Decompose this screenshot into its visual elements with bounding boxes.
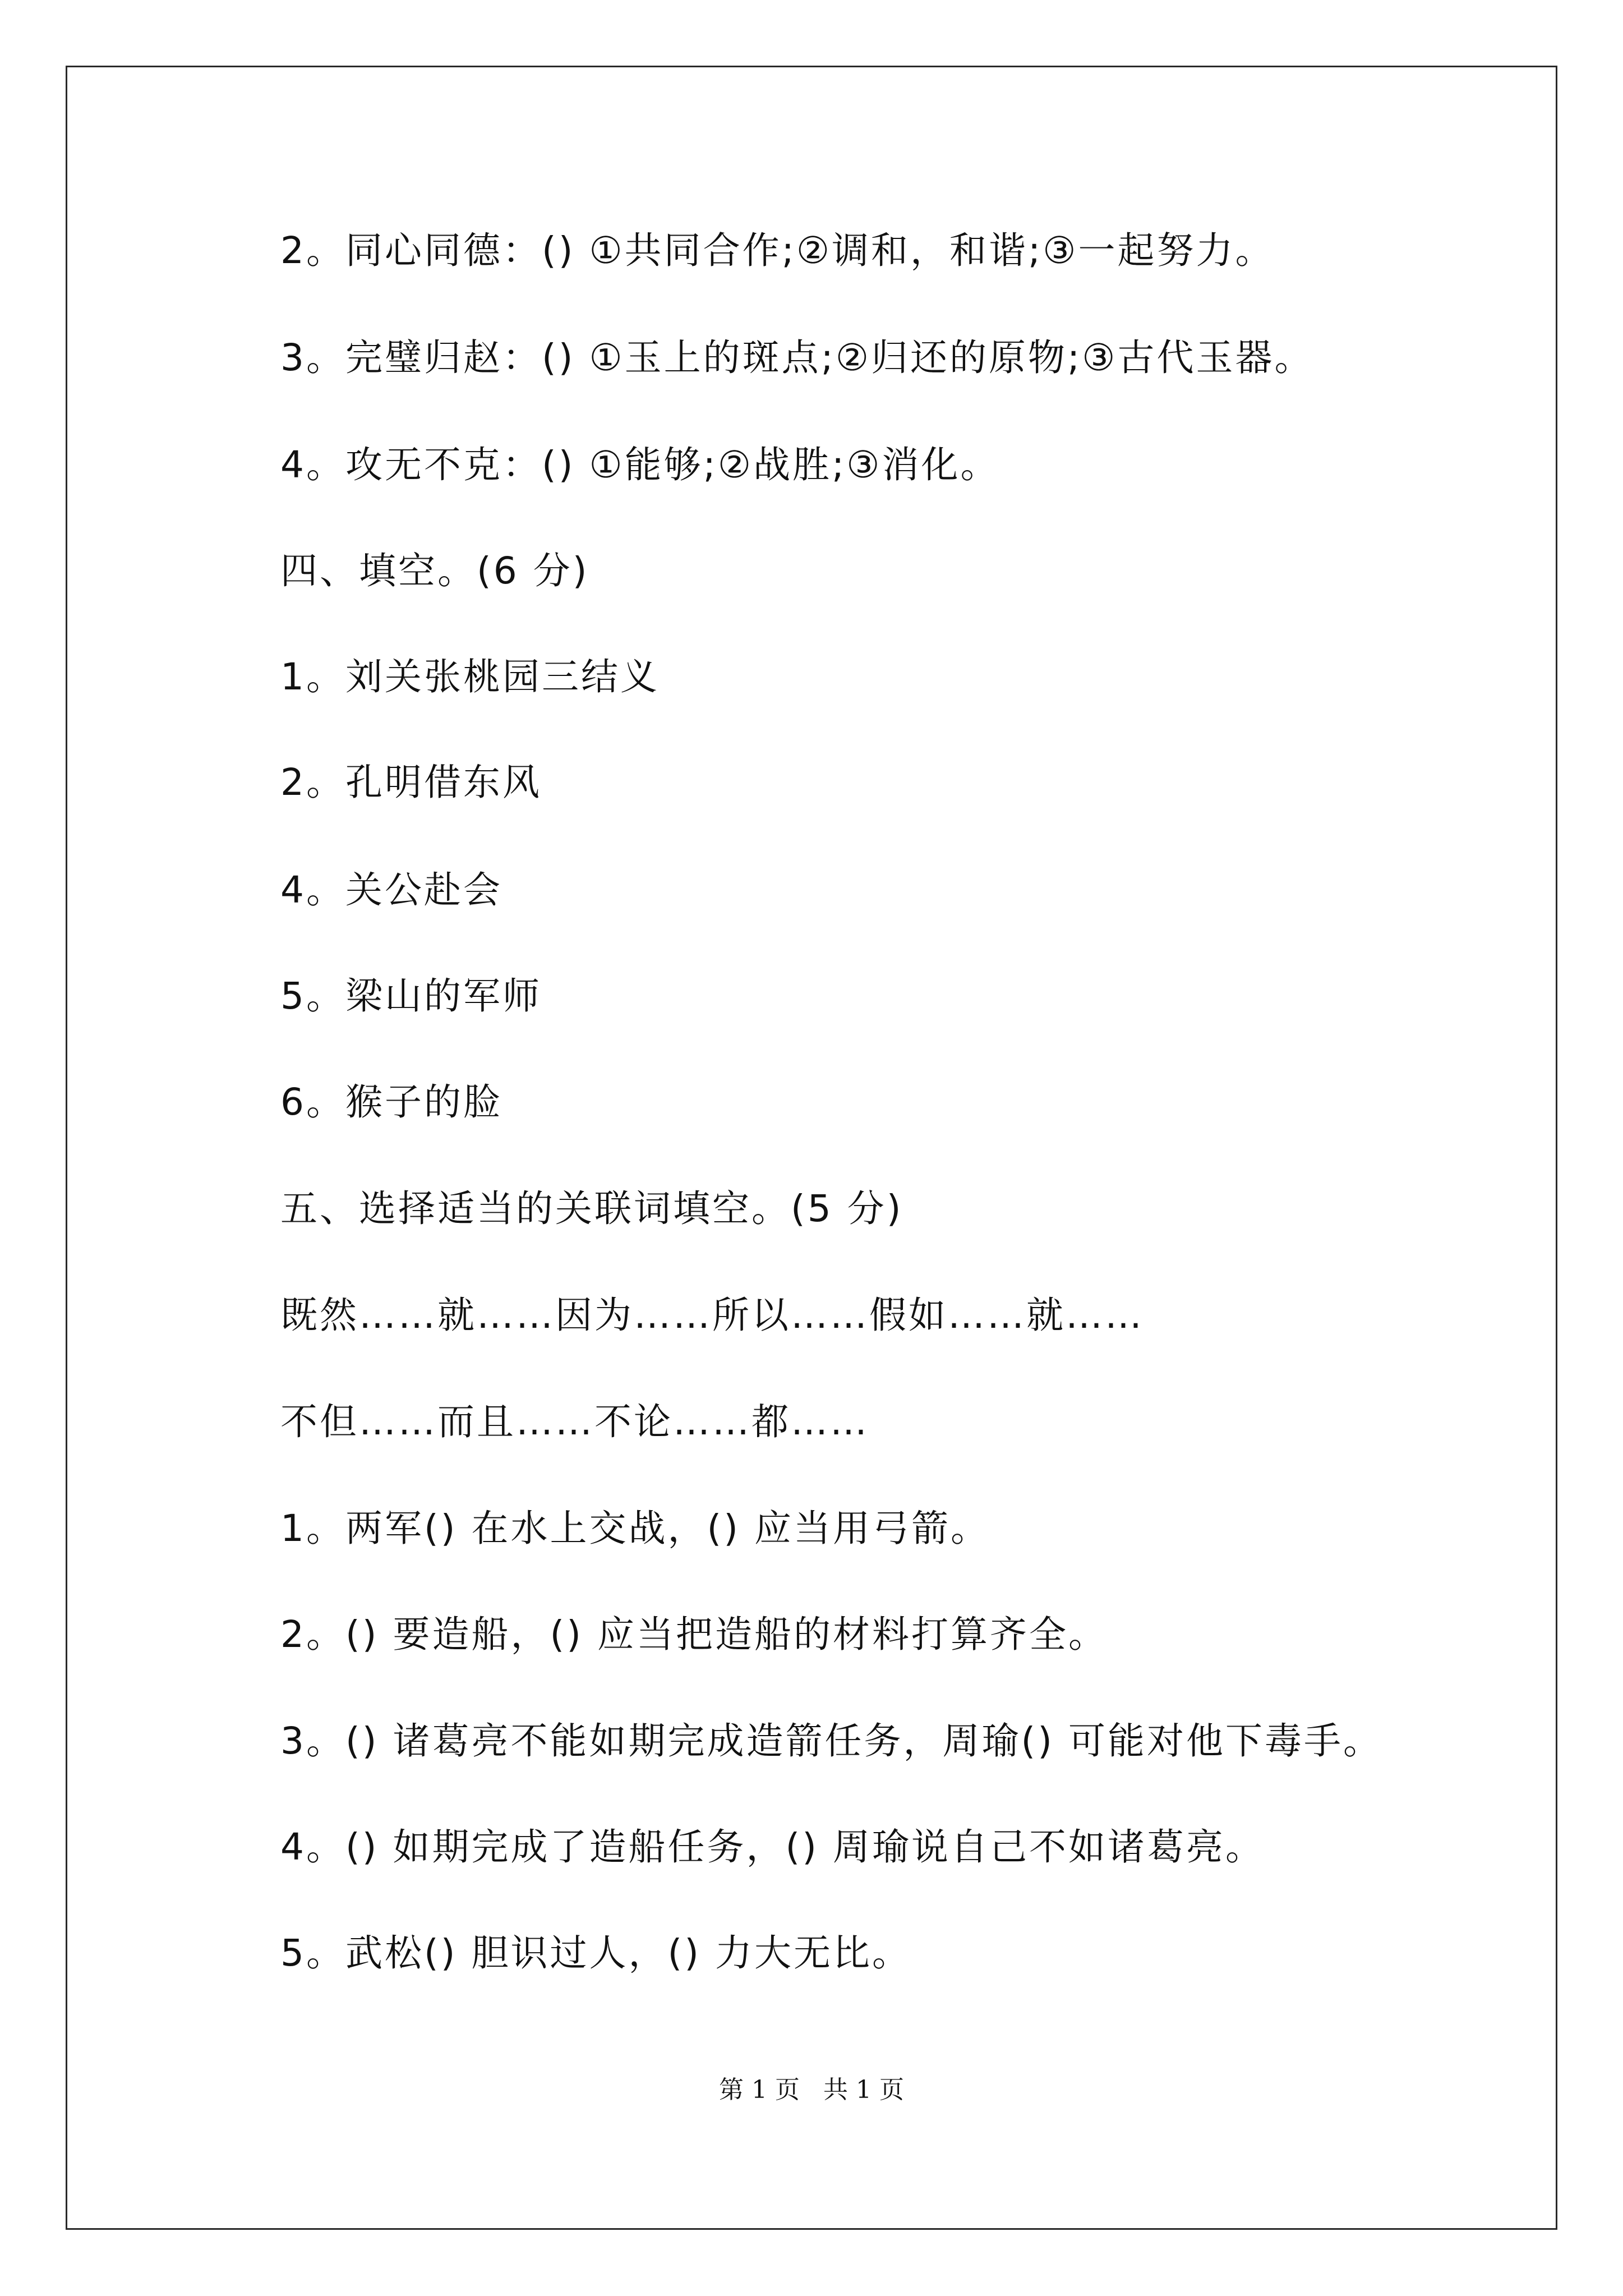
text-line: 既然……就……因为……所以……假如……就…… bbox=[280, 1294, 1144, 1337]
page-footer bbox=[0, 2074, 1623, 2106]
text-line: 4。() 如期完成了造船任务，() 周瑜说自己不如诸葛亮。 bbox=[280, 1825, 1265, 1869]
text-line: 3。完璧归赵：() ①玉上的斑点;②归还的原物;③古代玉器。 bbox=[280, 336, 1314, 379]
text-line: 3。() 诸葛亮不能如期完成造箭任务，周瑜() 可能对他下毒手。 bbox=[280, 1719, 1382, 1763]
text-line: 2。孔明借东风 bbox=[280, 761, 542, 804]
text-line: 不但……而且……不论……都…… bbox=[280, 1400, 869, 1443]
page-total: 共 1 页 bbox=[823, 2076, 904, 2104]
text-line: 2。() 要造船，() 应当把造船的材料打算齐全。 bbox=[280, 1613, 1108, 1656]
page-border bbox=[66, 66, 1557, 2230]
page-number: 第 1 页 bbox=[719, 2076, 800, 2104]
text-line: 4。攻无不克：() ①能够;②战胜;③消化。 bbox=[280, 443, 1000, 486]
text-line: 5。武松() 胆识过人，() 力大无比。 bbox=[280, 1931, 911, 1975]
text-line: 6。猴子的脸 bbox=[280, 1080, 502, 1124]
text-line: 2。同心同德：() ①共同合作;②调和，和谐;③一起努力。 bbox=[280, 229, 1275, 272]
text-line: 1。两军() 在水上交战，() 应当用弓箭。 bbox=[280, 1507, 990, 1550]
text-line: 1。刘关张桃园三结义 bbox=[280, 655, 660, 698]
section-heading: 五、选择适当的关联词填空。(5 分) bbox=[280, 1187, 903, 1230]
section-heading: 四、填空。(6 分) bbox=[280, 549, 589, 592]
text-line: 5。梁山的军师 bbox=[280, 974, 542, 1018]
text-line: 4。关公赴会 bbox=[280, 868, 502, 912]
